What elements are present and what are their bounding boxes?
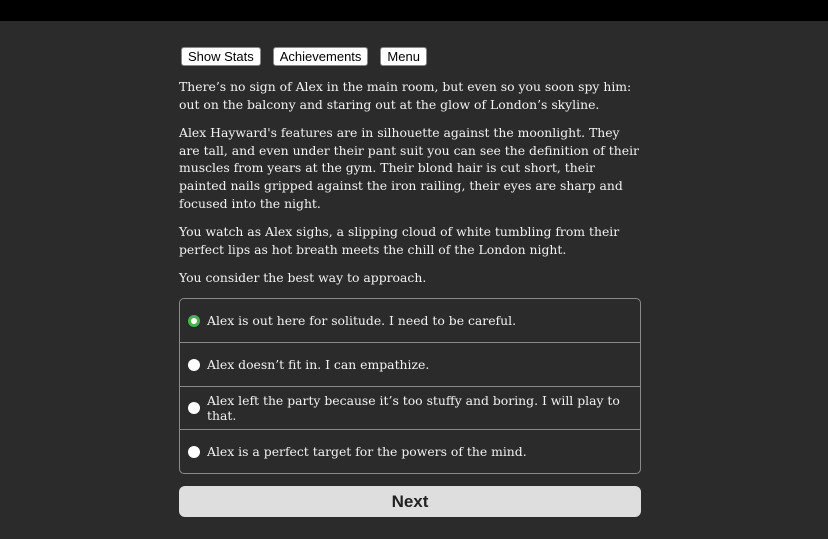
choice-option[interactable] — [180, 386, 640, 430]
show-stats-button[interactable]: Show Stats — [181, 47, 261, 66]
story-paragraph: You watch as Alex sighs, a slipping cloud of white tumbling from their perfect lips as hot breath meets the chill of the London night. — [179, 224, 620, 257]
radio-button[interactable] — [188, 359, 200, 371]
story-paragraph: You consider the best way to approach. — [179, 270, 427, 286]
choice-option[interactable] — [180, 299, 640, 343]
radio-button[interactable] — [188, 402, 200, 414]
story-text — [179, 78, 641, 287]
next-button[interactable]: Next — [179, 486, 641, 517]
menu-button[interactable]: Menu — [380, 47, 427, 66]
achievements-button[interactable]: Achievements — [273, 47, 369, 66]
choice-label: Alex is out here for solitude. I need to be careful. — [207, 313, 517, 329]
window-top-bar — [0, 0, 828, 21]
radio-button[interactable] — [188, 315, 200, 327]
choice-option[interactable] — [180, 342, 640, 386]
radio-button[interactable] — [188, 446, 200, 458]
choice-label: Alex is a perfect target for the powers of the mind. — [207, 444, 527, 460]
choice-option[interactable] — [180, 429, 640, 473]
choice-list — [179, 298, 641, 474]
game-content — [179, 47, 641, 517]
choice-label: Alex doesn’t fit in. I can empathize. — [207, 357, 430, 373]
choice-label: Alex left the party because it’s too stuffy and boring. I will play to that. — [207, 393, 620, 424]
story-paragraph: There’s no sign of Alex in the main room, but even so you soon spy him: out on the balcony and staring out at the glow of London’s skyline. — [179, 79, 632, 112]
scrollbar[interactable] — [822, 21, 828, 539]
toolbar — [181, 47, 641, 66]
story-paragraph: Alex Hayward's features are in silhouette against the moonlight. They are tall, and even under their pant suit you can see the definition of their muscles from years at the gym. Their blond hair is cut short, their painted nails gripped against the iron railing, their eyes are sharp and focused into the night. — [179, 125, 639, 211]
